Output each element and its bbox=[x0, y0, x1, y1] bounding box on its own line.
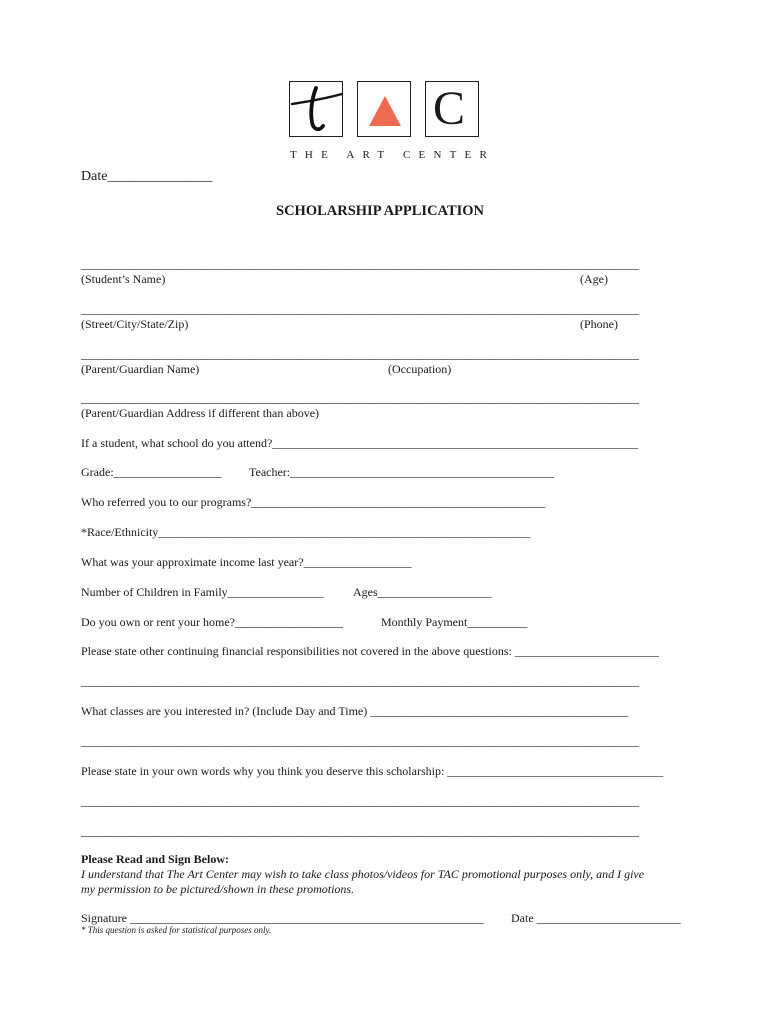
signature-field[interactable]: Signature ___________________________________________________________ bbox=[81, 911, 484, 925]
logo-wordmark: THE ART CENTER bbox=[290, 149, 495, 161]
ages-field[interactable]: Ages___________________ bbox=[353, 585, 492, 599]
phone-label: (Phone) bbox=[580, 317, 618, 331]
occupation-label: (Occupation) bbox=[388, 362, 452, 376]
parent-name-line[interactable]: _____________________________________________________________________________________________ bbox=[81, 347, 639, 361]
race-field[interactable]: *Race/Ethnicity______________________________________________________________ bbox=[81, 525, 531, 539]
children-field[interactable]: Number of Children in Family________________ bbox=[81, 585, 324, 599]
financial-extra-line[interactable]: _____________________________________________________________________________________________ bbox=[81, 674, 639, 688]
parent-name-label: (Parent/Guardian Name) bbox=[81, 362, 200, 376]
deserve-extra-line-1[interactable]: _____________________________________________________________________________________________ bbox=[81, 794, 639, 808]
consent-text-line-1: I understand that The Art Center may wish to take class photos/videos for TAC promotional purposes only, and I give bbox=[81, 867, 645, 881]
logo-letter-c: C bbox=[433, 82, 466, 135]
brush-t-icon bbox=[290, 82, 344, 138]
logo-box-triangle bbox=[357, 81, 411, 137]
logo-box-t bbox=[289, 81, 343, 137]
street-label: (Street/City/State/Zip) bbox=[81, 317, 189, 331]
home-field[interactable]: Do you own or rent your home?__________________ bbox=[81, 615, 343, 629]
footnote: * This question is asked for statistical purposes only. bbox=[81, 925, 272, 935]
parent-address-line[interactable]: _____________________________________________________________________________________________ bbox=[81, 391, 639, 405]
date-sign-field[interactable]: Date ________________________ bbox=[511, 911, 681, 925]
deserve-field[interactable]: Please state in your own words why you think you deserve this scholarship: ____________________________________ bbox=[81, 764, 664, 778]
logo-box-c bbox=[425, 81, 479, 137]
school-field[interactable]: If a student, what school do you attend?_____________________________________________________________ bbox=[81, 436, 639, 450]
page-title: SCHOLARSHIP APPLICATION bbox=[276, 203, 485, 219]
sign-heading: Please Read and Sign Below: bbox=[81, 852, 230, 866]
financial-field[interactable]: Please state other continuing financial responsibilities not covered in the above questions: ________________________ bbox=[81, 644, 659, 658]
classes-field[interactable]: What classes are you interested in? (Include Day and Time) ___________________________________________ bbox=[81, 704, 629, 718]
payment-field[interactable]: Monthly Payment__________ bbox=[381, 615, 528, 629]
deserve-extra-line-2[interactable]: _____________________________________________________________________________________________ bbox=[81, 824, 639, 838]
referred-field[interactable]: Who referred you to our programs?_________________________________________________ bbox=[81, 495, 546, 509]
student-name-label: (Student’s Name) bbox=[81, 272, 166, 286]
teacher-field[interactable]: Teacher:____________________________________________ bbox=[249, 465, 555, 479]
grade-field[interactable]: Grade:__________________ bbox=[81, 465, 222, 479]
consent-text-line-2: my permission to be pictured/shown in these promotions. bbox=[81, 882, 355, 896]
address-line[interactable]: _____________________________________________________________________________________________ bbox=[81, 302, 639, 316]
income-field[interactable]: What was your approximate income last year?__________________ bbox=[81, 555, 412, 569]
parent-address-label: (Parent/Guardian Address if different than above) bbox=[81, 406, 320, 420]
date-field[interactable]: Date_______________ bbox=[81, 169, 213, 184]
triangle-icon bbox=[358, 82, 412, 138]
age-label: (Age) bbox=[580, 272, 608, 286]
classes-extra-line[interactable]: _____________________________________________________________________________________________ bbox=[81, 734, 639, 748]
student-name-line[interactable]: _____________________________________________________________________________________________ bbox=[81, 257, 639, 271]
